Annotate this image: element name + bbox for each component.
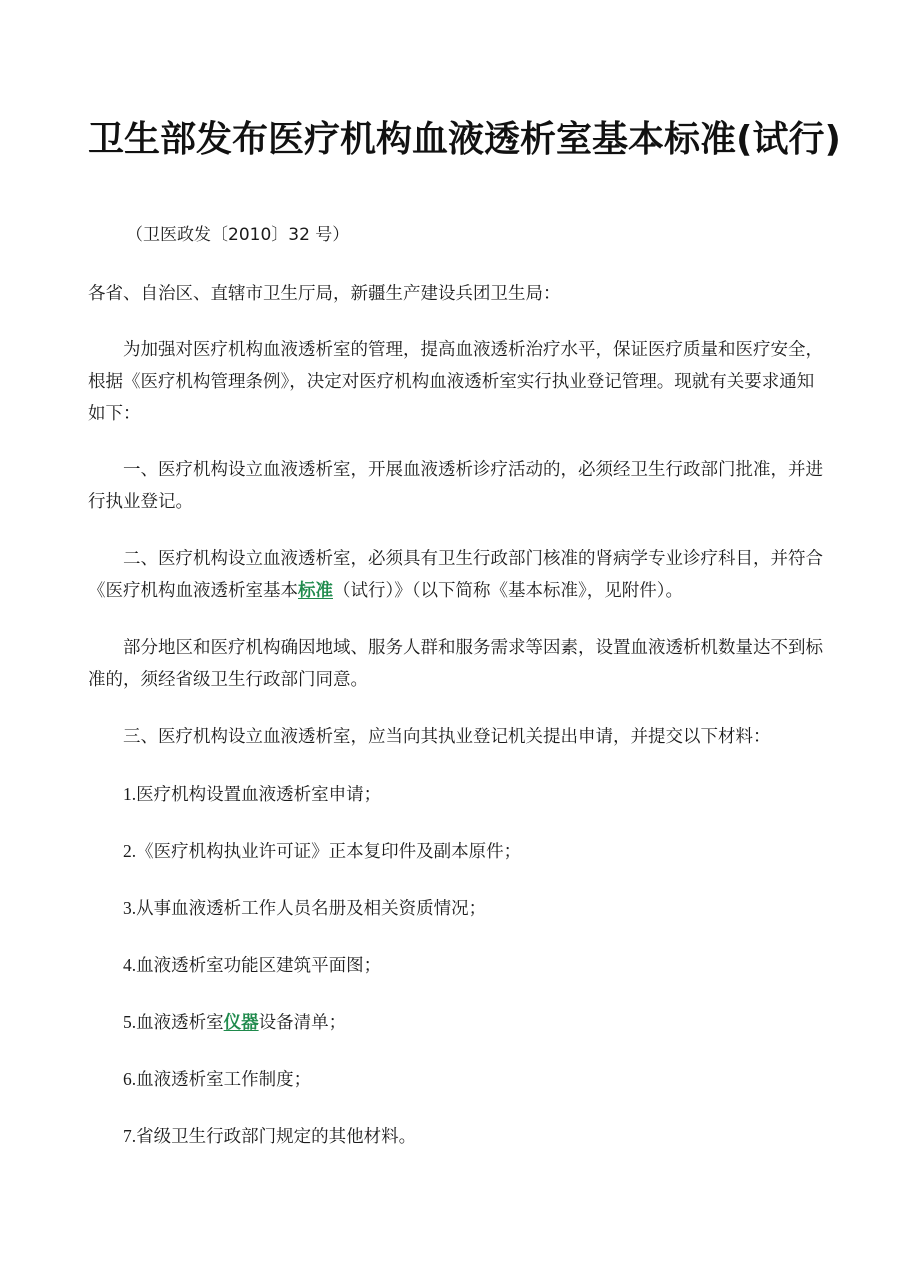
list-item bbox=[123, 892, 486, 925]
list-item-number: 3. bbox=[123, 898, 137, 918]
list-item-text: 从事血液透析工作人员名册及相关资质情况； bbox=[136, 899, 487, 919]
section-3-paragraph: 三、医疗机构设立血液透析室，应当向其执业登记机关提出申请，并提交以下材料： bbox=[123, 727, 771, 747]
list-item bbox=[123, 1120, 416, 1153]
list-item-text-after: 设备清单； bbox=[258, 1013, 347, 1033]
list-item-number: 6. bbox=[123, 1069, 137, 1089]
list-item bbox=[123, 778, 381, 811]
list-item bbox=[123, 1006, 346, 1039]
list-item-text-before: 血液透析室 bbox=[136, 1013, 224, 1033]
list-item-text: 医疗机构设置血液透析室申请； bbox=[136, 785, 382, 805]
list-item bbox=[123, 949, 381, 982]
instrument-link[interactable]: 仪器 bbox=[223, 1013, 259, 1033]
document-title: 卫生部发布医疗机构血液透析室基本标准(试行) bbox=[88, 119, 841, 160]
list-item-number: 4. bbox=[123, 955, 137, 975]
salutation: 各省、自治区、直辖市卫生厅局，新疆生产建设兵团卫生局： bbox=[88, 284, 561, 304]
document-number: （卫医政发〔2010〕32 号） bbox=[126, 225, 350, 245]
section-2-text-before: 二、医疗机构设立血液透析室，必须具有卫生行政部门核准的肾病学专业诊疗科目，并符合《医疗机构血液透析室基本 bbox=[88, 549, 823, 601]
list-item-number: 5. bbox=[123, 1012, 137, 1032]
section-1-paragraph: 一、医疗机构设立血液透析室，开展血液透析诊疗活动的，必须经卫生行政部门批准，并进行执业登记。 bbox=[88, 460, 823, 512]
list-item bbox=[123, 835, 521, 868]
list-item-number: 7. bbox=[123, 1126, 137, 1146]
standard-link[interactable]: 标准 bbox=[298, 581, 333, 601]
list-item-text: 省级卫生行政部门规定的其他材料。 bbox=[136, 1127, 417, 1147]
list-item bbox=[123, 1063, 311, 1096]
section-2-paragraph bbox=[88, 543, 824, 607]
list-item-number: 2. bbox=[123, 841, 137, 861]
list-item-number: 1. bbox=[123, 784, 137, 804]
section-2-note-paragraph: 部分地区和医疗机构确因地域、服务人群和服务需求等因素，设置血液透析机数量达不到标准的，须经省级卫生行政部门同意。 bbox=[88, 638, 823, 690]
list-item-text: 血液透析室功能区建筑平面图； bbox=[136, 956, 382, 976]
list-item-text: 《医疗机构执业许可证》正本复印件及副本原件； bbox=[136, 842, 522, 862]
section-2-text-after: （试行）》（以下简称《基本标准》，见附件）。 bbox=[333, 581, 683, 601]
list-item-text: 血液透析室工作制度； bbox=[136, 1070, 312, 1090]
intro-paragraph: 为加强对医疗机构血液透析室的管理，提高血液透析治疗水平，保证医疗质量和医疗安全，根据《医疗机构管理条例》，决定对医疗机构血液透析室实行执业登记管理。现就有关要求通知如下： bbox=[88, 340, 823, 424]
